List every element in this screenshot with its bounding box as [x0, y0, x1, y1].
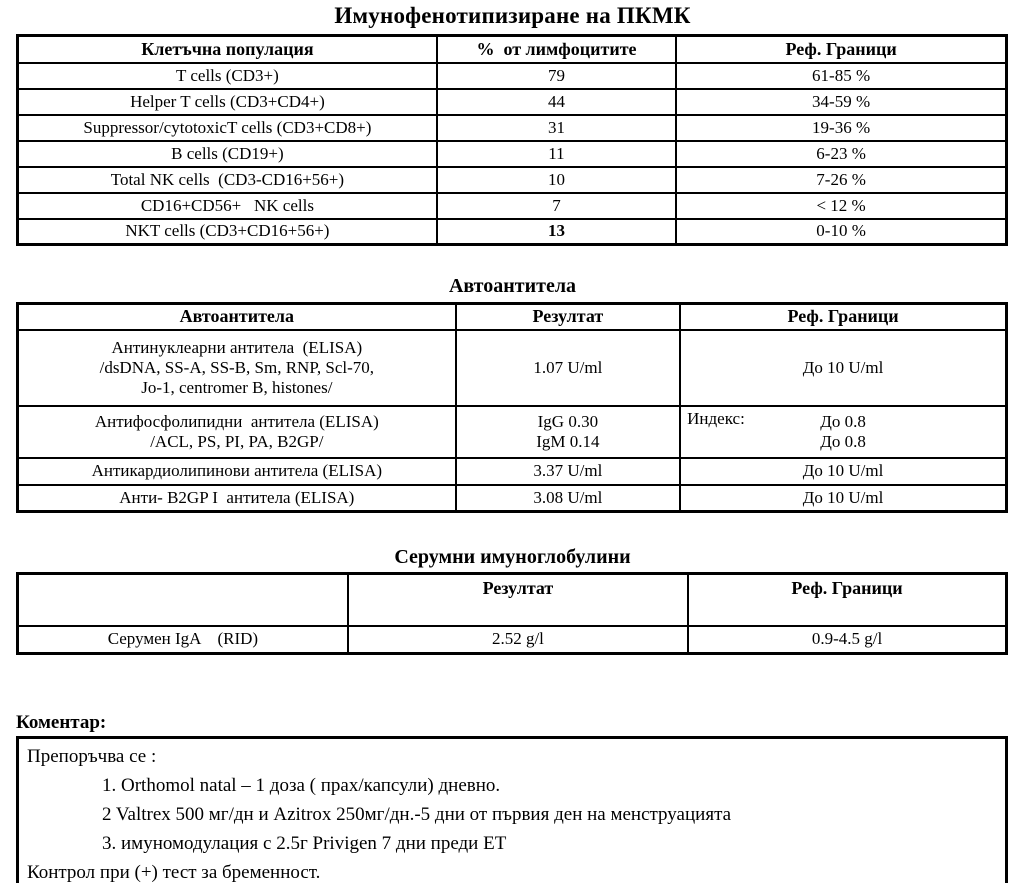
table-row: [18, 193, 1007, 219]
cell-percent-flagged: 13: [437, 219, 676, 245]
col-header-empty: [18, 574, 348, 626]
cell-percent: 10: [437, 167, 676, 193]
cell-range: 34-59 %: [676, 89, 1006, 115]
table-row: [18, 115, 1007, 141]
cell-population: Suppressor/cytotoxicT cells (CD3+CD8+): [18, 115, 437, 141]
col-header-ref-range: Реф. Граници: [676, 36, 1006, 63]
cell-percent: 31: [437, 115, 676, 141]
col-header-result: Резултат: [348, 574, 688, 626]
cell-percent: 7: [437, 193, 676, 219]
comment-intro: Препоръчва се :: [27, 746, 157, 767]
cell-result: 3.08 U/ml: [456, 485, 681, 512]
autoantibodies-section-title: Автоантитела: [448, 275, 577, 297]
col-header-ref-range: Реф. Граници: [680, 304, 1006, 330]
cell-test-name: Антинуклеарни антитела (ELISA) /dsDNA, SS-A, SS-B, Sm, RNP, Scl-70, Jo-1, centromer B, histones/: [18, 330, 456, 406]
table-row-anticardiolipin: [18, 458, 1007, 485]
comment-box: [16, 736, 1008, 883]
cell-percent: 44: [437, 89, 676, 115]
comment-item-3: 3. имуномодулация с 2.5г Privigen 7 дни преди ЕТ: [102, 833, 507, 854]
cell-range: 61-85 %: [676, 63, 1006, 89]
cell-range: 7-26 %: [676, 167, 1006, 193]
cell-range: До 10 U/ml: [680, 458, 1006, 485]
cell-test-name: Антифосфолипидни антитела (ELISA) /ACL, PS, PI, PA, B2GP/: [18, 406, 456, 458]
table-row: [18, 63, 1007, 89]
cell-range: До 10 U/ml: [680, 485, 1006, 512]
cell-test-name: Антикардиолипинови антитела (ELISA): [18, 458, 456, 485]
table-row-anti-b2gp: [18, 485, 1007, 512]
col-header-autoantibodies: Автоантитела: [18, 304, 456, 330]
immunophenotyping-table: [16, 34, 1008, 246]
col-header-pct-lymphocytes: % от лимфоцитите: [437, 36, 676, 63]
cell-population: Helper T cells (CD3+CD4+): [18, 89, 437, 115]
cell-range: 6-23 %: [676, 141, 1006, 167]
page-title: Имунофенотипизиране на ПКМК: [334, 3, 691, 28]
serum-immunoglobulins-table: [16, 572, 1008, 655]
table-row-antiphospholipid: [18, 406, 1007, 458]
cell-result: IgG 0.30 IgM 0.14: [456, 406, 681, 458]
cell-population: Total NK cells (CD3-CD16+56+): [18, 167, 437, 193]
table-row: [18, 141, 1007, 167]
cell-percent: 79: [437, 63, 676, 89]
table-row: [18, 219, 1007, 245]
cell-population: CD16+CD56+ NK cells: [18, 193, 437, 219]
comment-item-1: 1. Orthomol natal – 1 доза ( прах/капсули) дневно.: [102, 775, 501, 796]
cell-range: До 10 U/ml: [680, 330, 1006, 406]
cell-result: 1.07 U/ml: [456, 330, 681, 406]
cell-result: 2.52 g/l: [348, 626, 688, 654]
col-header-cell-population: Клетъчна популация: [18, 36, 437, 63]
cell-population: B cells (CD19+): [18, 141, 437, 167]
comment-outro: Контрол при (+) тест за бременност.: [27, 862, 321, 883]
table-row: [18, 167, 1007, 193]
cell-range: 0.9-4.5 g/l: [688, 626, 1006, 654]
cell-population: T cells (CD3+): [18, 63, 437, 89]
cell-range-index: Индекс: До 0.8 До 0.8: [680, 406, 1006, 458]
autoantibodies-table: [16, 302, 1008, 513]
comment-label: Коментар:: [16, 712, 107, 733]
table-row: [18, 89, 1007, 115]
cell-result: 3.37 U/ml: [456, 458, 681, 485]
cell-range: 0-10 %: [676, 219, 1006, 245]
index-label: Индекс:: [687, 408, 745, 428]
serum-immunoglobulins-section-title: Серумни имуноглобулини: [394, 546, 631, 568]
comment-item-2: 2 Valtrex 500 мг/дн и Azitrox 250мг/дн.-5 дни от първия ден на менструацията: [102, 804, 732, 825]
cell-test-name: Анти- B2GP I антитела (ELISA): [18, 485, 456, 512]
cell-range: < 12 %: [676, 193, 1006, 219]
table-header-row: [18, 574, 1007, 626]
col-header-ref-range: Реф. Граници: [688, 574, 1006, 626]
table-header-row: [18, 304, 1007, 330]
cell-population: NKT cells (CD3+CD16+56+): [18, 219, 437, 245]
cell-test-name: Серумен IgA (RID): [18, 626, 348, 654]
table-row-serum-iga: [18, 626, 1007, 654]
table-header-row: [18, 36, 1007, 63]
table-row-ana: [18, 330, 1007, 406]
cell-percent: 11: [437, 141, 676, 167]
col-header-result: Резултат: [456, 304, 681, 330]
cell-range: 19-36 %: [676, 115, 1006, 141]
